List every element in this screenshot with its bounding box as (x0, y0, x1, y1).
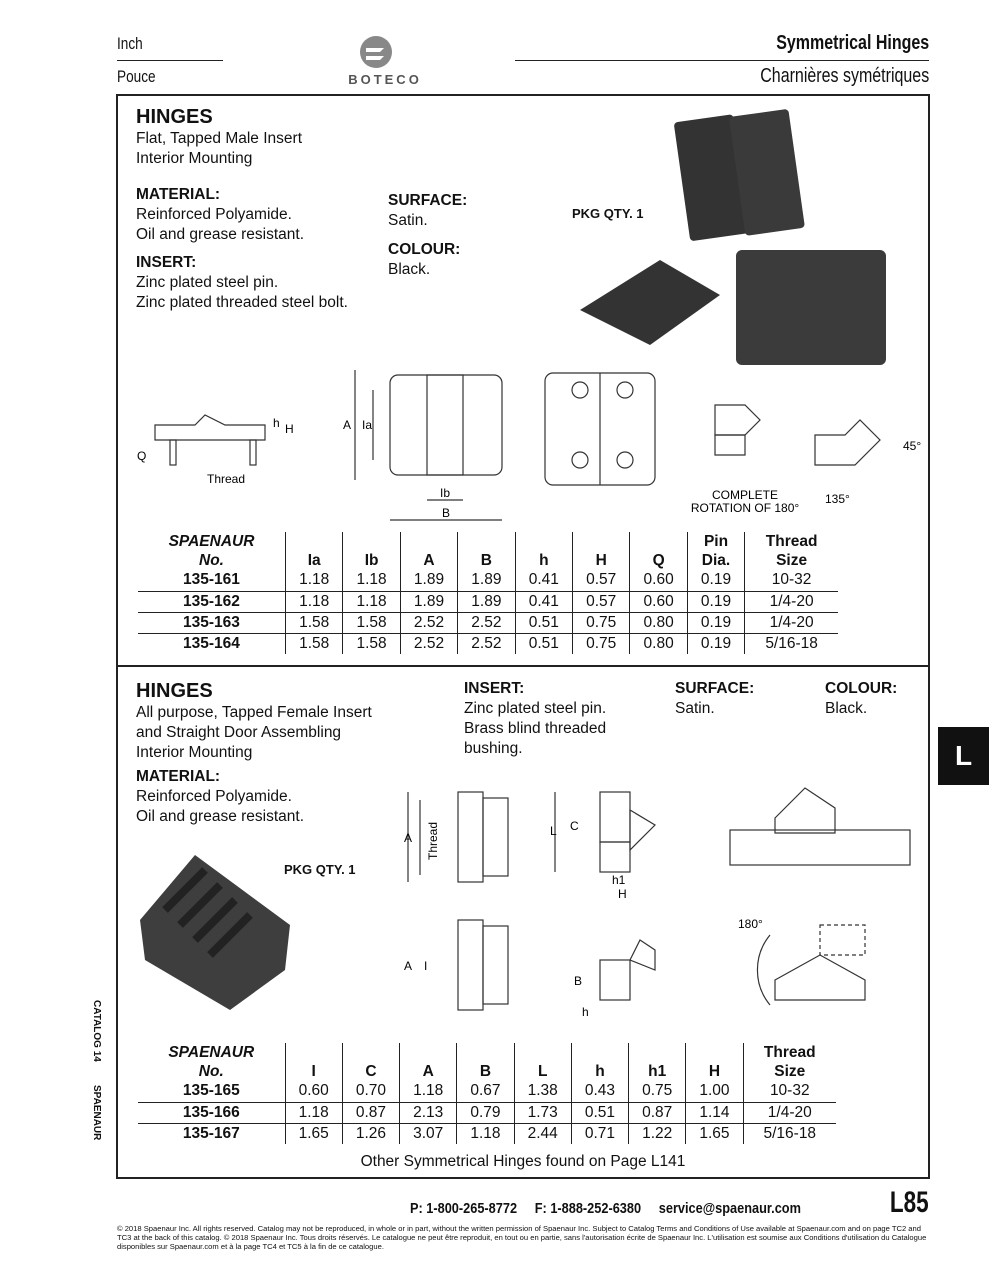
spec-value: 2.52 (458, 612, 515, 633)
table-row (138, 1123, 836, 1144)
surface-label: SURFACE: (675, 680, 755, 697)
label-180-degrees: 180° (738, 917, 763, 931)
spec-value: 10-32 (745, 570, 838, 591)
label-rotation: ROTATION OF 180° (690, 501, 800, 515)
label-H: H (285, 422, 294, 436)
label-A: A (404, 831, 413, 845)
label-B: B (442, 506, 451, 520)
label-A: A (404, 959, 413, 973)
insert-text: Zinc plated threaded steel bolt. (136, 294, 348, 311)
part-number: 135-167 (182, 1124, 240, 1142)
surface-text: Satin. (675, 700, 715, 717)
spec-value: 2.52 (400, 633, 457, 654)
label-h: h (273, 416, 280, 430)
section1-title: HINGES (136, 106, 213, 128)
material-text: Oil and grease resistant. (136, 808, 305, 825)
label-H: H (618, 887, 627, 901)
section2-info (136, 680, 372, 827)
label-L: L (550, 824, 557, 838)
surface-text: Satin. (388, 212, 428, 229)
spec-value: 0.43 (571, 1081, 628, 1102)
label-thread: Thread (207, 472, 246, 486)
phone-number[interactable]: P: 1-800-265-8772 (410, 1200, 518, 1217)
unit-pouce: Pouce (117, 67, 156, 86)
spec-value: 1/4-20 (745, 612, 838, 633)
label-45-degrees: 45° (903, 439, 922, 453)
page-number: L85 (890, 1186, 929, 1219)
section-tab-L[interactable]: L (938, 727, 989, 785)
label-Ib: Ib (440, 486, 451, 500)
spec-value: 1.18 (400, 1081, 457, 1102)
catalog-label: CATALOG 14 (91, 1000, 102, 1062)
table-row (138, 633, 838, 654)
spec-value: 1.38 (514, 1081, 571, 1102)
pkg-qty: PKG QTY. 1 (572, 206, 644, 221)
spec-value: 0.75 (573, 612, 630, 633)
section2-technical-drawings (390, 780, 920, 1030)
spec-value: 0.70 (342, 1081, 399, 1102)
label-Ia: Ia (362, 418, 373, 432)
label-h1: h1 (612, 873, 626, 887)
insert-text: bushing. (464, 740, 523, 757)
section2-surface (675, 679, 754, 719)
material-label: MATERIAL: (136, 768, 221, 785)
spec-value: 0.71 (571, 1123, 628, 1144)
col-header: H (686, 1043, 743, 1081)
col-header: A (400, 1043, 457, 1081)
spec-value: 0.60 (285, 1081, 342, 1102)
spec-value: 1.22 (629, 1123, 686, 1144)
spec-value: 0.87 (629, 1102, 686, 1123)
spec-value: 1.58 (285, 612, 342, 633)
spec-value: 1.18 (285, 591, 342, 612)
spec-value: 0.19 (687, 570, 744, 591)
spec-value: 0.19 (687, 612, 744, 633)
col-header: H (573, 532, 630, 570)
col-header: SPAENAUR No. (168, 1044, 255, 1080)
spec-value: 1.18 (343, 570, 400, 591)
spec-value: 1.14 (686, 1102, 743, 1123)
spec-value: 1.58 (343, 612, 400, 633)
spec-value: 1.73 (514, 1102, 571, 1123)
page-title: Symmetrical Hinges (776, 32, 929, 54)
insert-text: Zinc plated steel pin. (136, 274, 279, 291)
spec-value: 1.26 (342, 1123, 399, 1144)
boteco-logo (340, 34, 430, 88)
colour-label: COLOUR: (825, 680, 898, 697)
col-header: Ib (343, 532, 400, 570)
spec-value: 0.75 (629, 1081, 686, 1102)
col-header: L (514, 1043, 571, 1081)
table-row (138, 591, 838, 612)
col-header: B (457, 1043, 514, 1081)
spec-value: 0.41 (515, 570, 572, 591)
spec-value: 0.57 (573, 591, 630, 612)
col-header: Ia (285, 532, 342, 570)
section2-spec-table (138, 1043, 836, 1144)
spec-value: 1.89 (400, 591, 457, 612)
subtitle: Flat, Tapped Male Insert (136, 130, 302, 147)
spec-value: 1.89 (400, 570, 457, 591)
part-number: 135-164 (183, 634, 240, 652)
spec-value: 1.89 (458, 570, 515, 591)
part-number: 135-161 (183, 571, 240, 589)
legal-text: © 2018 Spaenaur Inc. All rights reserved. Catalog may not be reproduced, in whole or in part, without the written permission of Spaenaur Inc. Subject to Catalog Terms and Conditions of Use available at Spaenaur.com and on page TC2 and TC3 at the back of this catalog. © 2018 Spaenaur Inc. Tous droits réservés. Le catalogue ne peut être reproduit, en tout ou en partie, sans l'autorisation écrite de Spaenaur Inc. L'utilisation est soumise aux Conditions d'utilisation du Catalogue disponibles sur Spaenaur.com et à la page TC4 et TC5 à la fin de ce catalogue. (117, 1224, 927, 1251)
spec-value: 0.79 (457, 1102, 514, 1123)
spec-value: 1.18 (285, 570, 342, 591)
col-header: Thread Size (743, 1043, 836, 1081)
table-row (138, 1102, 836, 1123)
colour-label: COLOUR: (388, 241, 461, 258)
col-header: Q (630, 532, 687, 570)
spec-value: 0.19 (687, 591, 744, 612)
spec-value: 1.00 (686, 1081, 743, 1102)
spec-value: 2.44 (514, 1123, 571, 1144)
col-header: Thread Size (745, 532, 838, 570)
section2-colour (825, 679, 897, 719)
insert-text: Zinc plated steel pin. (464, 700, 607, 717)
divider (515, 60, 929, 61)
material-label: MATERIAL: (136, 186, 221, 203)
spec-value: 1.89 (458, 591, 515, 612)
col-header: h (571, 1043, 628, 1081)
section2-insert (464, 679, 606, 759)
table-row (138, 570, 838, 591)
part-number: 135-163 (183, 613, 240, 631)
spec-value: 2.13 (400, 1102, 457, 1123)
spec-value: 0.60 (630, 591, 687, 612)
section1-spec-table (138, 532, 838, 654)
label-rotation: COMPLETE (711, 488, 779, 502)
col-header: h (515, 532, 572, 570)
spec-value: 10-32 (743, 1081, 836, 1102)
section2-title: HINGES (136, 680, 213, 702)
spec-value: 1.18 (285, 1102, 342, 1123)
divider (117, 60, 223, 61)
material-text: Oil and grease resistant. (136, 226, 305, 243)
table-row (138, 612, 838, 633)
spec-value: 0.51 (571, 1102, 628, 1123)
label-C: C (570, 819, 579, 833)
section1-info (136, 106, 348, 313)
label-B: B (574, 974, 583, 988)
insert-label: INSERT: (136, 254, 197, 271)
label-A: A (343, 418, 352, 432)
spec-value: 0.75 (573, 633, 630, 654)
spec-value: 1.65 (686, 1123, 743, 1144)
spec-value: 0.60 (630, 570, 687, 591)
spec-value: 0.41 (515, 591, 572, 612)
col-header: SPAENAUR No. (168, 533, 255, 569)
part-number: 135-166 (182, 1103, 240, 1121)
subtitle: All purpose, Tapped Female Insert (136, 704, 372, 721)
spec-value: 0.57 (573, 570, 630, 591)
logo-text: BOTECO (348, 72, 422, 87)
subtitle: Interior Mounting (136, 744, 253, 761)
insert-label: INSERT: (464, 680, 525, 697)
other-hinges-note[interactable]: Other Symmetrical Hinges found on Page L141 (360, 1153, 686, 1170)
page-title-fr: Charnières symétriques (760, 65, 929, 87)
pkg-qty: PKG QTY. 1 (284, 862, 356, 877)
footer-contact (410, 1200, 801, 1217)
spec-value: 3.07 (400, 1123, 457, 1144)
section1-technical-drawings (125, 365, 925, 525)
spec-value: 0.51 (515, 633, 572, 654)
label-135-degrees: 135° (825, 492, 850, 506)
spec-value: 1/4-20 (743, 1102, 836, 1123)
section-divider (116, 665, 930, 667)
insert-text: Brass blind threaded (464, 720, 607, 737)
spec-value: 2.52 (458, 633, 515, 654)
spec-value: 0.80 (630, 612, 687, 633)
col-header: A (400, 532, 457, 570)
spec-value: 1/4-20 (745, 591, 838, 612)
colour-text: Black. (388, 261, 431, 278)
product-photo-hinge-female (135, 850, 295, 1015)
email-link[interactable]: service@spaenaur.com (658, 1200, 801, 1217)
part-number: 135-165 (182, 1082, 240, 1100)
col-header: C (342, 1043, 399, 1081)
spec-value: 0.80 (630, 633, 687, 654)
material-text: Reinforced Polyamide. (136, 788, 292, 805)
material-text: Reinforced Polyamide. (136, 206, 292, 223)
label-Q: Q (137, 449, 147, 463)
product-photo-hinge-flat (570, 100, 900, 370)
label-I: I (424, 959, 428, 973)
spec-value: 1.58 (285, 633, 342, 654)
col-header: I (285, 1043, 342, 1081)
part-number: 135-162 (183, 592, 240, 610)
spec-value: 1.18 (457, 1123, 514, 1144)
table-row (138, 1081, 836, 1102)
unit-inch: Inch (117, 34, 143, 53)
spec-value: 0.87 (342, 1102, 399, 1123)
spec-value: 5/16-18 (743, 1123, 836, 1144)
section1-surface (388, 191, 467, 280)
surface-label: SURFACE: (388, 192, 468, 209)
col-header: Pin Dia. (687, 532, 744, 570)
spec-value: 0.67 (457, 1081, 514, 1102)
colour-text: Black. (825, 700, 868, 717)
label-thread: Thread (426, 821, 440, 860)
fax-number: F: 1-888-252-6380 (534, 1200, 642, 1217)
subtitle: and Straight Door Assembling (136, 724, 342, 741)
brand-label: SPAENAUR (91, 1085, 102, 1141)
col-header: B (458, 532, 515, 570)
spec-value: 1.58 (343, 633, 400, 654)
subtitle: Interior Mounting (136, 150, 253, 167)
spec-value: 1.65 (285, 1123, 342, 1144)
spec-value: 5/16-18 (745, 633, 838, 654)
col-header: h1 (629, 1043, 686, 1081)
spec-value: 1.18 (343, 591, 400, 612)
spec-value: 2.52 (400, 612, 457, 633)
spec-value: 0.51 (515, 612, 572, 633)
label-h: h (582, 1005, 589, 1019)
spec-value: 0.19 (687, 633, 744, 654)
